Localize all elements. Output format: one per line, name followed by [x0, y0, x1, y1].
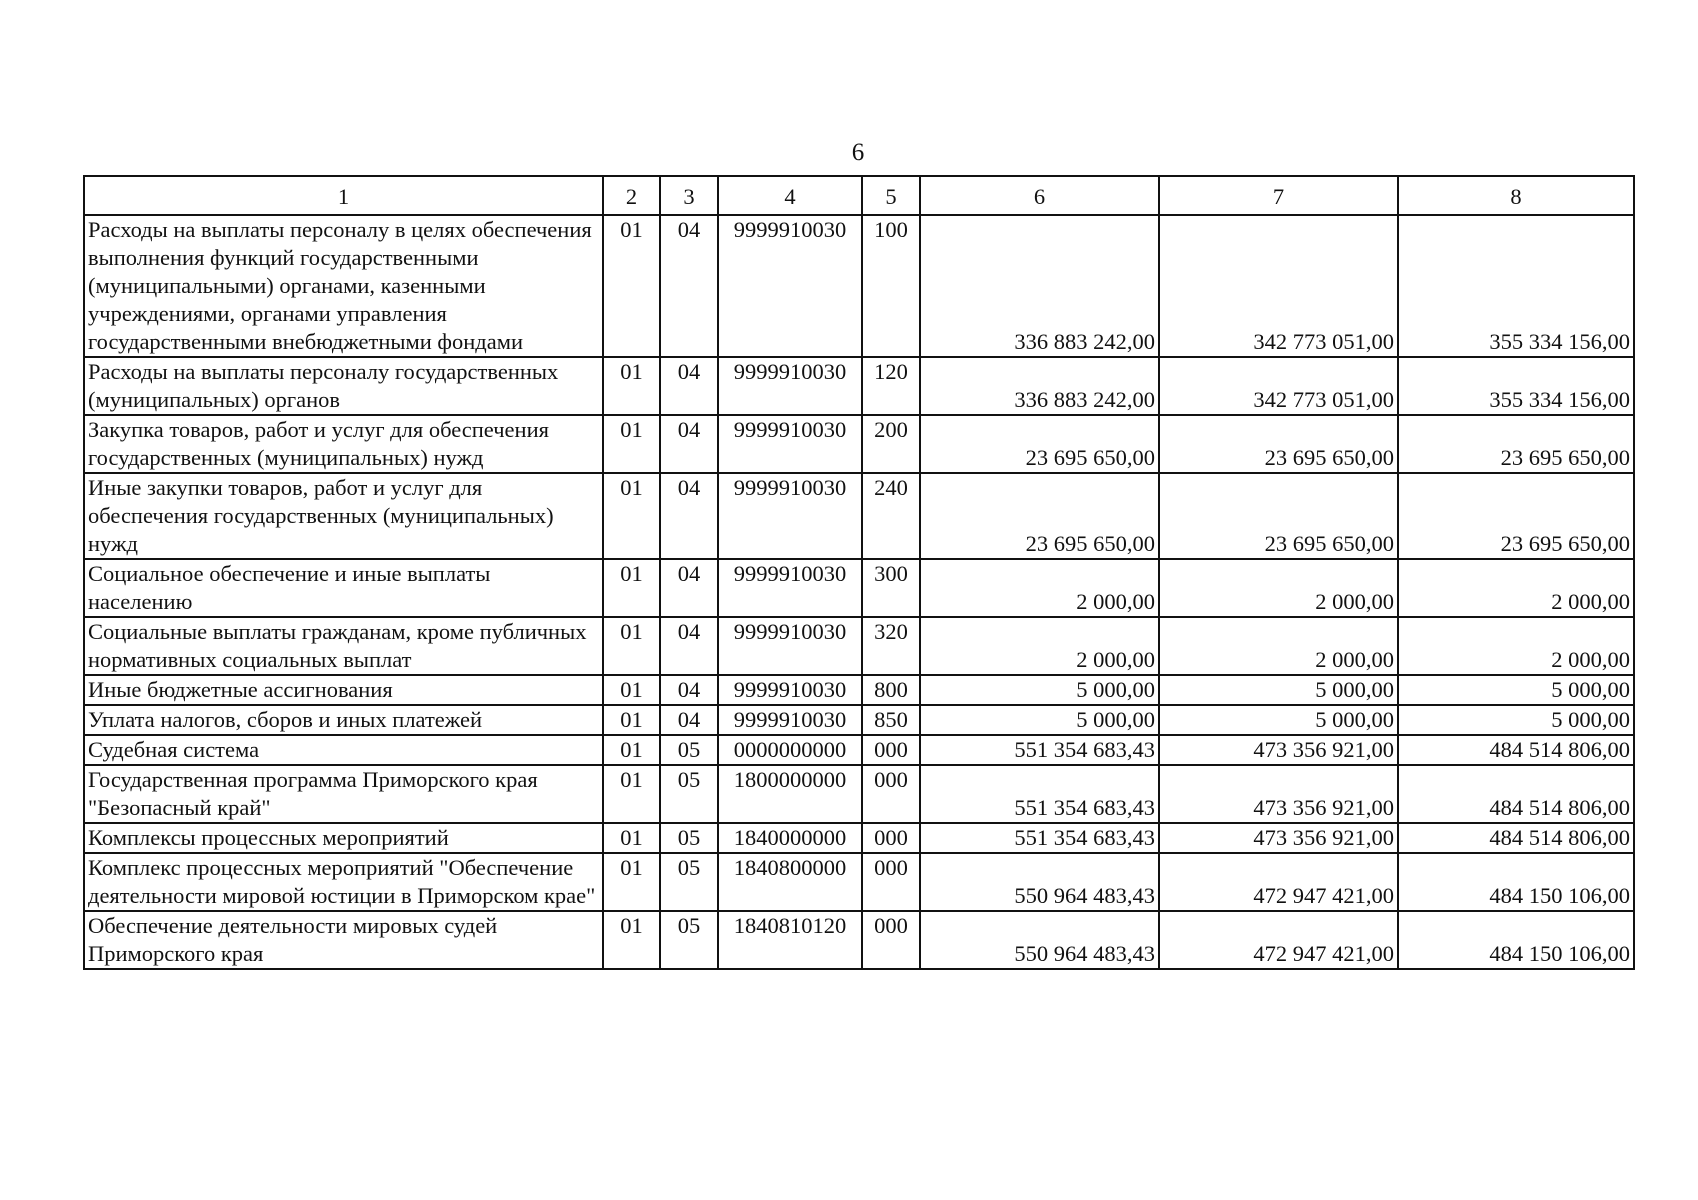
table-row — [84, 215, 1634, 357]
target-article-cell: 9999910030 — [718, 473, 862, 559]
table-row — [84, 853, 1634, 911]
expense-type-cell: 320 — [862, 617, 920, 675]
header-cell: 2 — [603, 176, 660, 215]
amount-year1-cell: 336 883 242,00 — [920, 215, 1159, 357]
section-code-cell: 01 — [603, 853, 660, 911]
amount-year3-cell: 2 000,00 — [1398, 617, 1634, 675]
expense-name-cell: Социальные выплаты гражданам, кроме публичных нормативных социальных выплат — [84, 617, 603, 675]
budget-table — [83, 175, 1635, 970]
expense-name-cell: Государственная программа Приморского края "Безопасный край" — [84, 765, 603, 823]
amount-year3-cell: 484 150 106,00 — [1398, 853, 1634, 911]
section-code-cell: 01 — [603, 415, 660, 473]
table-row — [84, 357, 1634, 415]
target-article-cell: 9999910030 — [718, 215, 862, 357]
section-code-cell: 01 — [603, 911, 660, 969]
section-code-cell: 01 — [603, 675, 660, 705]
subsection-code-cell: 04 — [660, 215, 718, 357]
expense-name-cell: Обеспечение деятельности мировых судей Приморского края — [84, 911, 603, 969]
expense-type-cell: 000 — [862, 853, 920, 911]
target-article-cell: 9999910030 — [718, 415, 862, 473]
subsection-code-cell: 04 — [660, 415, 718, 473]
amount-year3-cell: 5 000,00 — [1398, 675, 1634, 705]
header-cell: 5 — [862, 176, 920, 215]
target-article-cell: 1800000000 — [718, 765, 862, 823]
amount-year3-cell: 355 334 156,00 — [1398, 215, 1634, 357]
table-row — [84, 473, 1634, 559]
table-body — [84, 215, 1634, 969]
amount-year2-cell: 2 000,00 — [1159, 559, 1398, 617]
amount-year1-cell: 23 695 650,00 — [920, 473, 1159, 559]
expense-type-cell: 200 — [862, 415, 920, 473]
expense-type-cell: 120 — [862, 357, 920, 415]
amount-year1-cell: 23 695 650,00 — [920, 415, 1159, 473]
target-article-cell: 9999910030 — [718, 675, 862, 705]
amount-year1-cell: 5 000,00 — [920, 705, 1159, 735]
expense-type-cell: 850 — [862, 705, 920, 735]
expense-type-cell: 240 — [862, 473, 920, 559]
subsection-code-cell: 05 — [660, 911, 718, 969]
subsection-code-cell: 05 — [660, 823, 718, 853]
header-cell: 1 — [84, 176, 603, 215]
amount-year1-cell: 551 354 683,43 — [920, 735, 1159, 765]
table-row — [84, 415, 1634, 473]
expense-name-cell: Иные бюджетные ассигнования — [84, 675, 603, 705]
section-code-cell: 01 — [603, 765, 660, 823]
amount-year1-cell: 550 964 483,43 — [920, 911, 1159, 969]
section-code-cell: 01 — [603, 823, 660, 853]
subsection-code-cell: 04 — [660, 559, 718, 617]
amount-year2-cell: 473 356 921,00 — [1159, 765, 1398, 823]
amount-year1-cell: 5 000,00 — [920, 675, 1159, 705]
amount-year3-cell: 484 514 806,00 — [1398, 735, 1634, 765]
amount-year1-cell: 551 354 683,43 — [920, 765, 1159, 823]
table-row — [84, 675, 1634, 705]
target-article-cell: 9999910030 — [718, 705, 862, 735]
expense-type-cell: 000 — [862, 911, 920, 969]
expense-name-cell: Комплексы процессных мероприятий — [84, 823, 603, 853]
header-cell: 8 — [1398, 176, 1634, 215]
table-row — [84, 765, 1634, 823]
section-code-cell: 01 — [603, 705, 660, 735]
amount-year2-cell: 5 000,00 — [1159, 675, 1398, 705]
amount-year2-cell: 23 695 650,00 — [1159, 415, 1398, 473]
expense-type-cell: 000 — [862, 765, 920, 823]
amount-year1-cell: 550 964 483,43 — [920, 853, 1159, 911]
expense-name-cell: Социальное обеспечение и иные выплаты населению — [84, 559, 603, 617]
target-article-cell: 0000000000 — [718, 735, 862, 765]
header-cell: 7 — [1159, 176, 1398, 215]
expense-type-cell: 000 — [862, 823, 920, 853]
amount-year2-cell: 342 773 051,00 — [1159, 357, 1398, 415]
amount-year2-cell: 472 947 421,00 — [1159, 853, 1398, 911]
expense-name-cell: Комплекс процессных мероприятий "Обеспечение деятельности мировой юстиции в Приморском крае" — [84, 853, 603, 911]
subsection-code-cell: 05 — [660, 765, 718, 823]
table-row — [84, 823, 1634, 853]
expense-type-cell: 800 — [862, 675, 920, 705]
subsection-code-cell: 04 — [660, 617, 718, 675]
target-article-cell: 9999910030 — [718, 617, 862, 675]
amount-year2-cell: 473 356 921,00 — [1159, 735, 1398, 765]
subsection-code-cell: 04 — [660, 473, 718, 559]
table-row — [84, 735, 1634, 765]
amount-year3-cell: 484 514 806,00 — [1398, 823, 1634, 853]
subsection-code-cell: 05 — [660, 853, 718, 911]
expense-type-cell: 300 — [862, 559, 920, 617]
subsection-code-cell: 04 — [660, 357, 718, 415]
target-article-cell: 1840810120 — [718, 911, 862, 969]
section-code-cell: 01 — [603, 215, 660, 357]
header-cell: 3 — [660, 176, 718, 215]
amount-year1-cell: 336 883 242,00 — [920, 357, 1159, 415]
page-number: 6 — [851, 139, 865, 166]
section-code-cell: 01 — [603, 735, 660, 765]
subsection-code-cell: 05 — [660, 735, 718, 765]
amount-year1-cell: 2 000,00 — [920, 559, 1159, 617]
expense-name-cell: Расходы на выплаты персоналу в целях обеспечения выполнения функций государственными (муниципальными) органами, казенными учреждениями, органами управления государственными внебюджетными фондами — [84, 215, 603, 357]
expense-name-cell: Судебная система — [84, 735, 603, 765]
expense-name-cell: Уплата налогов, сборов и иных платежей — [84, 705, 603, 735]
amount-year3-cell: 23 695 650,00 — [1398, 473, 1634, 559]
amount-year2-cell: 23 695 650,00 — [1159, 473, 1398, 559]
header-row — [84, 176, 1634, 215]
subsection-code-cell: 04 — [660, 705, 718, 735]
target-article-cell: 9999910030 — [718, 357, 862, 415]
section-code-cell: 01 — [603, 473, 660, 559]
table-row — [84, 559, 1634, 617]
expense-name-cell: Закупка товаров, работ и услуг для обеспечения государственных (муниципальных) нужд — [84, 415, 603, 473]
target-article-cell: 9999910030 — [718, 559, 862, 617]
section-code-cell: 01 — [603, 617, 660, 675]
amount-year3-cell: 5 000,00 — [1398, 705, 1634, 735]
amount-year3-cell: 355 334 156,00 — [1398, 357, 1634, 415]
amount-year3-cell: 23 695 650,00 — [1398, 415, 1634, 473]
amount-year3-cell: 2 000,00 — [1398, 559, 1634, 617]
amount-year1-cell: 551 354 683,43 — [920, 823, 1159, 853]
table-row — [84, 911, 1634, 969]
header-cell: 6 — [920, 176, 1159, 215]
section-code-cell: 01 — [603, 559, 660, 617]
target-article-cell: 1840000000 — [718, 823, 862, 853]
amount-year3-cell: 484 514 806,00 — [1398, 765, 1634, 823]
amount-year2-cell: 473 356 921,00 — [1159, 823, 1398, 853]
target-article-cell: 1840800000 — [718, 853, 862, 911]
amount-year2-cell: 342 773 051,00 — [1159, 215, 1398, 357]
expense-type-cell: 100 — [862, 215, 920, 357]
amount-year2-cell: 5 000,00 — [1159, 705, 1398, 735]
subsection-code-cell: 04 — [660, 675, 718, 705]
expense-type-cell: 000 — [862, 735, 920, 765]
expense-name-cell: Расходы на выплаты персоналу государственных (муниципальных) органов — [84, 357, 603, 415]
amount-year1-cell: 2 000,00 — [920, 617, 1159, 675]
amount-year2-cell: 472 947 421,00 — [1159, 911, 1398, 969]
header-cell: 4 — [718, 176, 862, 215]
section-code-cell: 01 — [603, 357, 660, 415]
table-row — [84, 705, 1634, 735]
amount-year2-cell: 2 000,00 — [1159, 617, 1398, 675]
table-row — [84, 617, 1634, 675]
expense-name-cell: Иные закупки товаров, работ и услуг для обеспечения государственных (муниципальных) нужд — [84, 473, 603, 559]
amount-year3-cell: 484 150 106,00 — [1398, 911, 1634, 969]
